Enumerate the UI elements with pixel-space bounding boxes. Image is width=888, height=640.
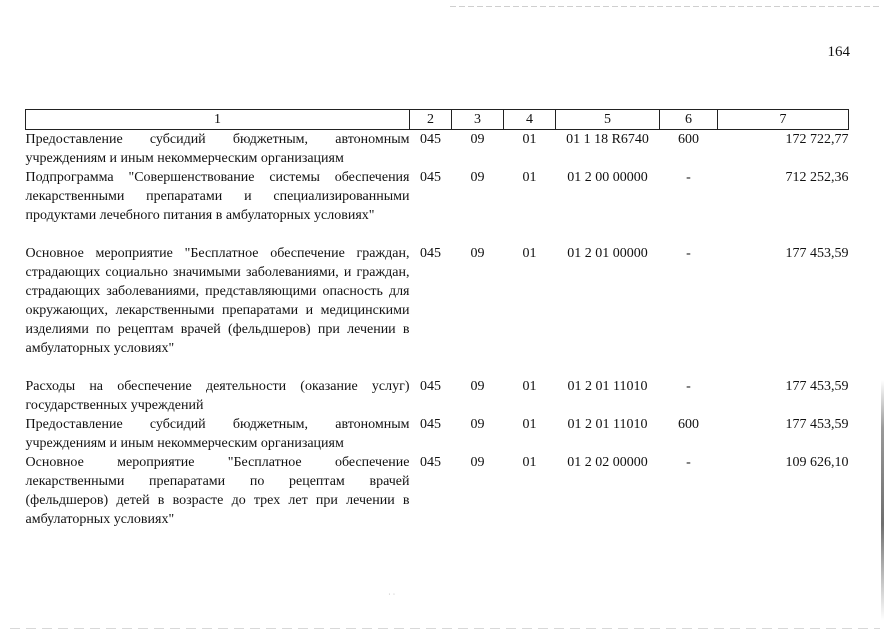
scan-artifact-top-line <box>450 6 880 7</box>
row-amount: 177 453,59 <box>785 246 849 261</box>
row-section-code: 09 <box>470 455 485 470</box>
column-header: 7 <box>718 110 849 130</box>
table-row <box>26 415 849 453</box>
row-target-article: 01 1 18 R6740 <box>566 132 649 147</box>
row-ministry-code: 045 <box>420 417 441 432</box>
row-expense-type: - <box>686 455 691 470</box>
row-target-article: 01 2 01 11010 <box>567 417 648 432</box>
column-header: 6 <box>660 110 718 130</box>
row-subsection-code: 01 <box>522 132 537 147</box>
row-ministry-code: 045 <box>420 455 441 470</box>
column-header: 1 <box>26 110 410 130</box>
row-target-article: 01 2 02 00000 <box>567 455 648 470</box>
scan-artifact-speck: ˙ ˙ <box>388 592 396 601</box>
row-ministry-code: 045 <box>420 379 441 394</box>
table-header-row <box>26 110 849 130</box>
row-name-cell: Расходы на обеспечение деятельности (оказание услуг) государственных учреждений <box>25 379 410 413</box>
table-body <box>26 130 849 530</box>
row-expense-type: 600 <box>678 417 699 432</box>
row-subsection-code: 01 <box>522 379 537 394</box>
row-ministry-code: 045 <box>420 132 441 147</box>
row-target-article: 01 2 01 00000 <box>567 246 648 261</box>
row-section-code: 09 <box>470 417 485 432</box>
column-header: 5 <box>556 110 660 130</box>
row-section-code: 09 <box>470 246 485 261</box>
row-section-code: 09 <box>470 170 485 185</box>
scan-artifact-bottom-line <box>10 628 880 629</box>
row-amount: 712 252,36 <box>785 170 849 185</box>
scan-artifact-right-edge <box>881 380 884 620</box>
row-name-cell: Подпрограмма "Совершенствование системы обеспечения лекарственными препаратами и специализированными продуктами лечебного питания в амбулаторных условиях" <box>25 170 410 223</box>
column-header: 4 <box>504 110 556 130</box>
row-name-cell: Основное мероприятие "Бесплатное обеспечение граждан, страдающих социально значимыми заболеваниями, и граждан, страдающих заболеваниями, представляющими опасность для окружающих, лекарственными препаратами и медицинскими изделиями по рецептам врачей (фельдшеров) при лечении в амбулаторных условиях" <box>25 246 410 356</box>
column-header: 2 <box>410 110 452 130</box>
row-subsection-code: 01 <box>522 170 537 185</box>
row-amount: 172 722,77 <box>785 132 849 147</box>
row-subsection-code: 01 <box>522 417 537 432</box>
row-target-article: 01 2 01 11010 <box>567 379 648 394</box>
budget-allocation-table <box>25 109 849 529</box>
column-header: 3 <box>452 110 504 130</box>
row-target-article: 01 2 00 00000 <box>567 170 648 185</box>
row-subsection-code: 01 <box>522 455 537 470</box>
row-section-code: 09 <box>470 132 485 147</box>
row-section-code: 09 <box>470 379 485 394</box>
table-row <box>26 377 849 415</box>
row-amount: 109 626,10 <box>785 455 849 470</box>
row-expense-type: - <box>686 379 691 394</box>
row-name-cell: Основное мероприятие "Бесплатное обеспечение лекарственными препаратами по рецептам врачей (фельдшеров) детей в возрасте до трех лет при лечении в амбулаторных условиях" <box>25 455 410 527</box>
table-row <box>26 130 849 169</box>
table-row <box>26 244 849 377</box>
row-amount: 177 453,59 <box>785 379 849 394</box>
table-row <box>26 453 849 529</box>
row-ministry-code: 045 <box>420 170 441 185</box>
row-amount: 177 453,59 <box>785 417 849 432</box>
row-ministry-code: 045 <box>420 246 441 261</box>
row-expense-type: - <box>686 246 691 261</box>
row-expense-type: - <box>686 170 691 185</box>
table-row <box>26 168 849 244</box>
row-expense-type: 600 <box>678 132 699 147</box>
row-name-cell: Предоставление субсидий бюджетным, автономным учреждениям и иным некоммерческим организациям <box>25 132 410 166</box>
page-number: 164 <box>827 44 850 60</box>
row-subsection-code: 01 <box>522 246 537 261</box>
row-name-cell: Предоставление субсидий бюджетным, автономным учреждениям и иным некоммерческим организациям <box>25 417 410 451</box>
